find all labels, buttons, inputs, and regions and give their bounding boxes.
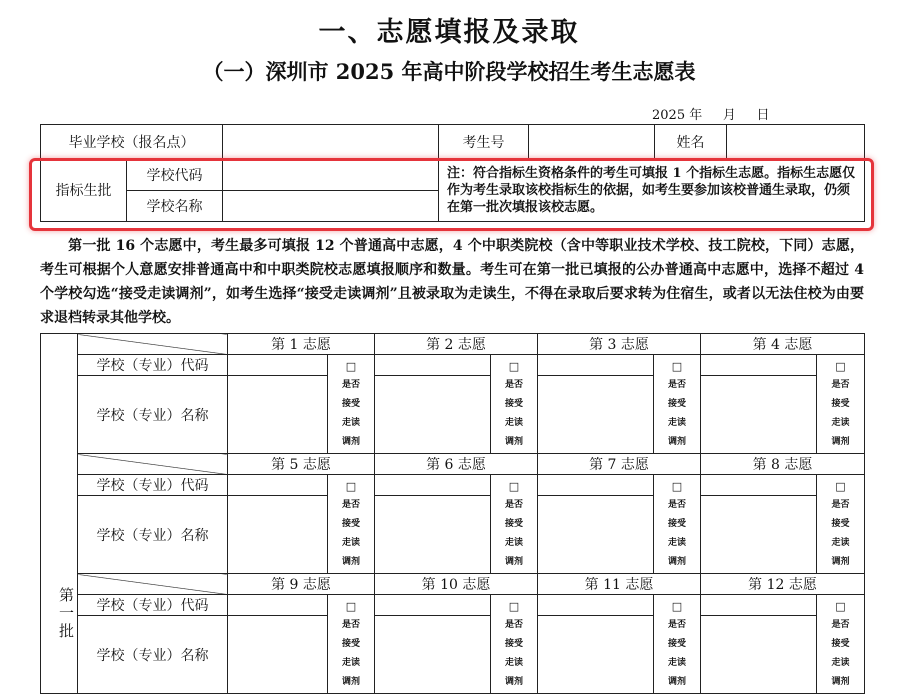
choice-header: 第 2 志愿	[375, 334, 538, 355]
school-code-label: 学校（专业）代码	[78, 595, 228, 616]
accept-checkbox[interactable]: □	[508, 359, 520, 373]
accept-label-word: 是否	[341, 499, 360, 510]
school-name-field[interactable]	[538, 496, 654, 574]
quota-school-code-label: 学校代码	[127, 159, 223, 191]
quota-note: 注：符合指标生资格条件的考生可填报 1 个指标生志愿。指标生志愿仅作为考生录取该校指标生的依据，如考生要参加该校普通生录取，仍须在第一批次填报该校志愿。	[439, 159, 865, 222]
accept-label-word: 接受	[831, 398, 850, 409]
school-code-field[interactable]	[228, 475, 328, 496]
accept-label-word: 是否	[341, 619, 360, 630]
accept-label-word: 调剂	[667, 556, 686, 567]
school-name-field[interactable]	[538, 616, 654, 694]
accept-label-word: 是否	[667, 379, 686, 390]
batch-1-label-text: 第一批	[57, 586, 75, 641]
school-code-field[interactable]	[228, 355, 328, 376]
accept-label-word: 是否	[667, 499, 686, 510]
accept-checkbox[interactable]: □	[345, 359, 357, 373]
accept-day-student-cell	[817, 475, 865, 574]
accept-label-word: 走读	[831, 417, 850, 428]
graduation-school-field[interactable]	[223, 125, 439, 159]
accept-checkbox[interactable]: □	[671, 599, 683, 613]
school-name-field[interactable]	[701, 376, 817, 454]
school-code-field[interactable]	[701, 595, 817, 616]
accept-day-student-cell	[817, 595, 865, 694]
school-name-field[interactable]	[228, 496, 328, 574]
accept-day-student-cell	[654, 595, 701, 694]
accept-label-word: 接受	[831, 518, 850, 529]
accept-label-word: 调剂	[504, 556, 523, 567]
school-name-field[interactable]	[701, 616, 817, 694]
accept-label-word: 调剂	[341, 436, 360, 447]
page-heading: 一、志愿填报及录取	[318, 17, 580, 48]
form-title: （一）深圳市 2025 年高中阶段学校招生考生志愿表	[202, 59, 696, 84]
accept-checkbox[interactable]: □	[345, 599, 357, 613]
accept-label-word: 是否	[504, 499, 523, 510]
choice-header: 第 5 志愿	[228, 454, 375, 475]
accept-day-student-cell	[491, 475, 538, 574]
accept-day-student-cell	[817, 355, 865, 454]
accept-day-student-cell	[328, 475, 375, 574]
date-line: 2025 年 月 日	[652, 108, 770, 123]
school-code-field[interactable]	[375, 475, 491, 496]
accept-label-word: 接受	[667, 518, 686, 529]
accept-label-word: 走读	[341, 537, 360, 548]
accept-label-word: 是否	[341, 379, 360, 390]
exam-number-field[interactable]	[529, 125, 655, 159]
diagonal-header-cell	[78, 574, 228, 595]
accept-label-word: 走读	[504, 657, 523, 668]
accept-day-student-cell	[654, 355, 701, 454]
accept-label-word: 是否	[504, 379, 523, 390]
school-name-field[interactable]	[701, 496, 817, 574]
school-code-field[interactable]	[375, 595, 491, 616]
accept-label-word: 接受	[667, 638, 686, 649]
school-code-field[interactable]	[538, 595, 654, 616]
accept-label-word: 接受	[831, 638, 850, 649]
accept-label-word: 是否	[831, 619, 850, 630]
accept-label-word: 接受	[341, 398, 360, 409]
choice-header: 第 10 志愿	[375, 574, 538, 595]
school-name-field[interactable]	[375, 616, 491, 694]
school-code-field[interactable]	[375, 355, 491, 376]
accept-label-word: 走读	[667, 657, 686, 668]
accept-label-word: 调剂	[341, 676, 360, 687]
accept-day-student-cell	[491, 355, 538, 454]
school-name-field[interactable]	[375, 496, 491, 574]
accept-label-word: 走读	[831, 657, 850, 668]
accept-label-word: 调剂	[831, 676, 850, 687]
quota-school-name-label: 学校名称	[127, 191, 223, 222]
choice-header: 第 9 志愿	[228, 574, 375, 595]
accept-label-word: 走读	[667, 417, 686, 428]
accept-label-word: 走读	[341, 657, 360, 668]
school-code-field[interactable]	[228, 595, 328, 616]
accept-checkbox[interactable]: □	[508, 599, 520, 613]
instructions-text: 第一批 16 个志愿中，考生最多可填报 12 个普通高中志愿，4 个中职类院校（含中等职业技术学校、技工院校，下同）志愿，考生可根据个人意愿安排普通高中和中职类院校志愿填报顺序和数量。考生可在第一批已填报的公办普通高中志愿中，选择不超过 4 个学校勾选“接受走读调剂”，如考生选择“接受走读调剂”且被录取为走读生，不得在录取后要求转为住宿生，或者以无法住校为由要求退档转录其他学校。	[40, 238, 864, 326]
accept-label-word: 接受	[341, 638, 360, 649]
school-name-label: 学校（专业）名称	[78, 496, 228, 574]
accept-label-word: 接受	[504, 518, 523, 529]
accept-label-word: 调剂	[504, 676, 523, 687]
accept-label-word: 是否	[504, 619, 523, 630]
choice-header: 第 4 志愿	[701, 334, 865, 355]
school-code-label: 学校（专业）代码	[78, 475, 228, 496]
quota-batch-label: 指标生批	[41, 159, 127, 222]
choice-header: 第 6 志愿	[375, 454, 538, 475]
accept-label-word: 走读	[667, 537, 686, 548]
accept-checkbox[interactable]: □	[835, 599, 846, 613]
choice-header: 第 7 志愿	[538, 454, 701, 475]
accept-checkbox[interactable]: □	[508, 479, 520, 493]
student-name-field[interactable]	[727, 125, 865, 159]
accept-label-word: 接受	[341, 518, 360, 529]
accept-label-word: 接受	[667, 398, 686, 409]
accept-label-word: 走读	[341, 417, 360, 428]
batch-1-label	[41, 334, 78, 694]
diagonal-header-cell	[78, 334, 228, 355]
choice-header: 第 3 志愿	[538, 334, 701, 355]
school-name-label: 学校（专业）名称	[78, 616, 228, 694]
accept-label-word: 是否	[831, 379, 850, 390]
student-name-label: 姓名	[655, 125, 727, 159]
diagonal-header-cell	[78, 454, 228, 475]
accept-label-word: 调剂	[667, 436, 686, 447]
school-name-field[interactable]	[375, 376, 491, 454]
accept-label-word: 调剂	[831, 436, 850, 447]
accept-label-word: 是否	[667, 619, 686, 630]
accept-label-word: 调剂	[667, 676, 686, 687]
accept-label-word: 调剂	[341, 556, 360, 567]
accept-label-word: 走读	[504, 417, 523, 428]
instructions-paragraph	[40, 234, 864, 330]
accept-checkbox[interactable]: □	[345, 479, 357, 493]
school-code-field[interactable]	[701, 355, 817, 376]
accept-label-word: 调剂	[504, 436, 523, 447]
accept-label-word: 接受	[504, 638, 523, 649]
choice-header: 第 8 志愿	[701, 454, 865, 475]
accept-label-word: 走读	[831, 537, 850, 548]
accept-day-student-cell	[654, 475, 701, 574]
school-code-label: 学校（专业）代码	[78, 355, 228, 376]
school-code-field[interactable]	[701, 475, 817, 496]
school-code-field[interactable]	[538, 475, 654, 496]
exam-number-label: 考生号	[439, 125, 529, 159]
school-name-label: 学校（专业）名称	[78, 376, 228, 454]
choice-header: 第 12 志愿	[701, 574, 865, 595]
accept-checkbox[interactable]: □	[835, 479, 846, 493]
accept-label-word: 接受	[504, 398, 523, 409]
highlight-box	[29, 158, 874, 231]
accept-label-word: 调剂	[831, 556, 850, 567]
accept-day-student-cell	[491, 595, 538, 694]
choice-header: 第 11 志愿	[538, 574, 701, 595]
school-name-field[interactable]	[538, 376, 654, 454]
accept-label-word: 走读	[504, 537, 523, 548]
accept-day-student-cell	[328, 595, 375, 694]
accept-checkbox[interactable]: □	[835, 359, 846, 373]
first-batch-table	[40, 333, 865, 694]
choice-header: 第 1 志愿	[228, 334, 375, 355]
accept-checkbox[interactable]: □	[671, 479, 683, 493]
school-name-field[interactable]	[228, 376, 328, 454]
school-code-field[interactable]	[538, 355, 654, 376]
school-name-field[interactable]	[228, 616, 328, 694]
accept-label-word: 是否	[831, 499, 850, 510]
graduation-school-label: 毕业学校（报名点）	[41, 125, 223, 159]
accept-day-student-cell	[328, 355, 375, 454]
accept-checkbox[interactable]: □	[671, 359, 683, 373]
